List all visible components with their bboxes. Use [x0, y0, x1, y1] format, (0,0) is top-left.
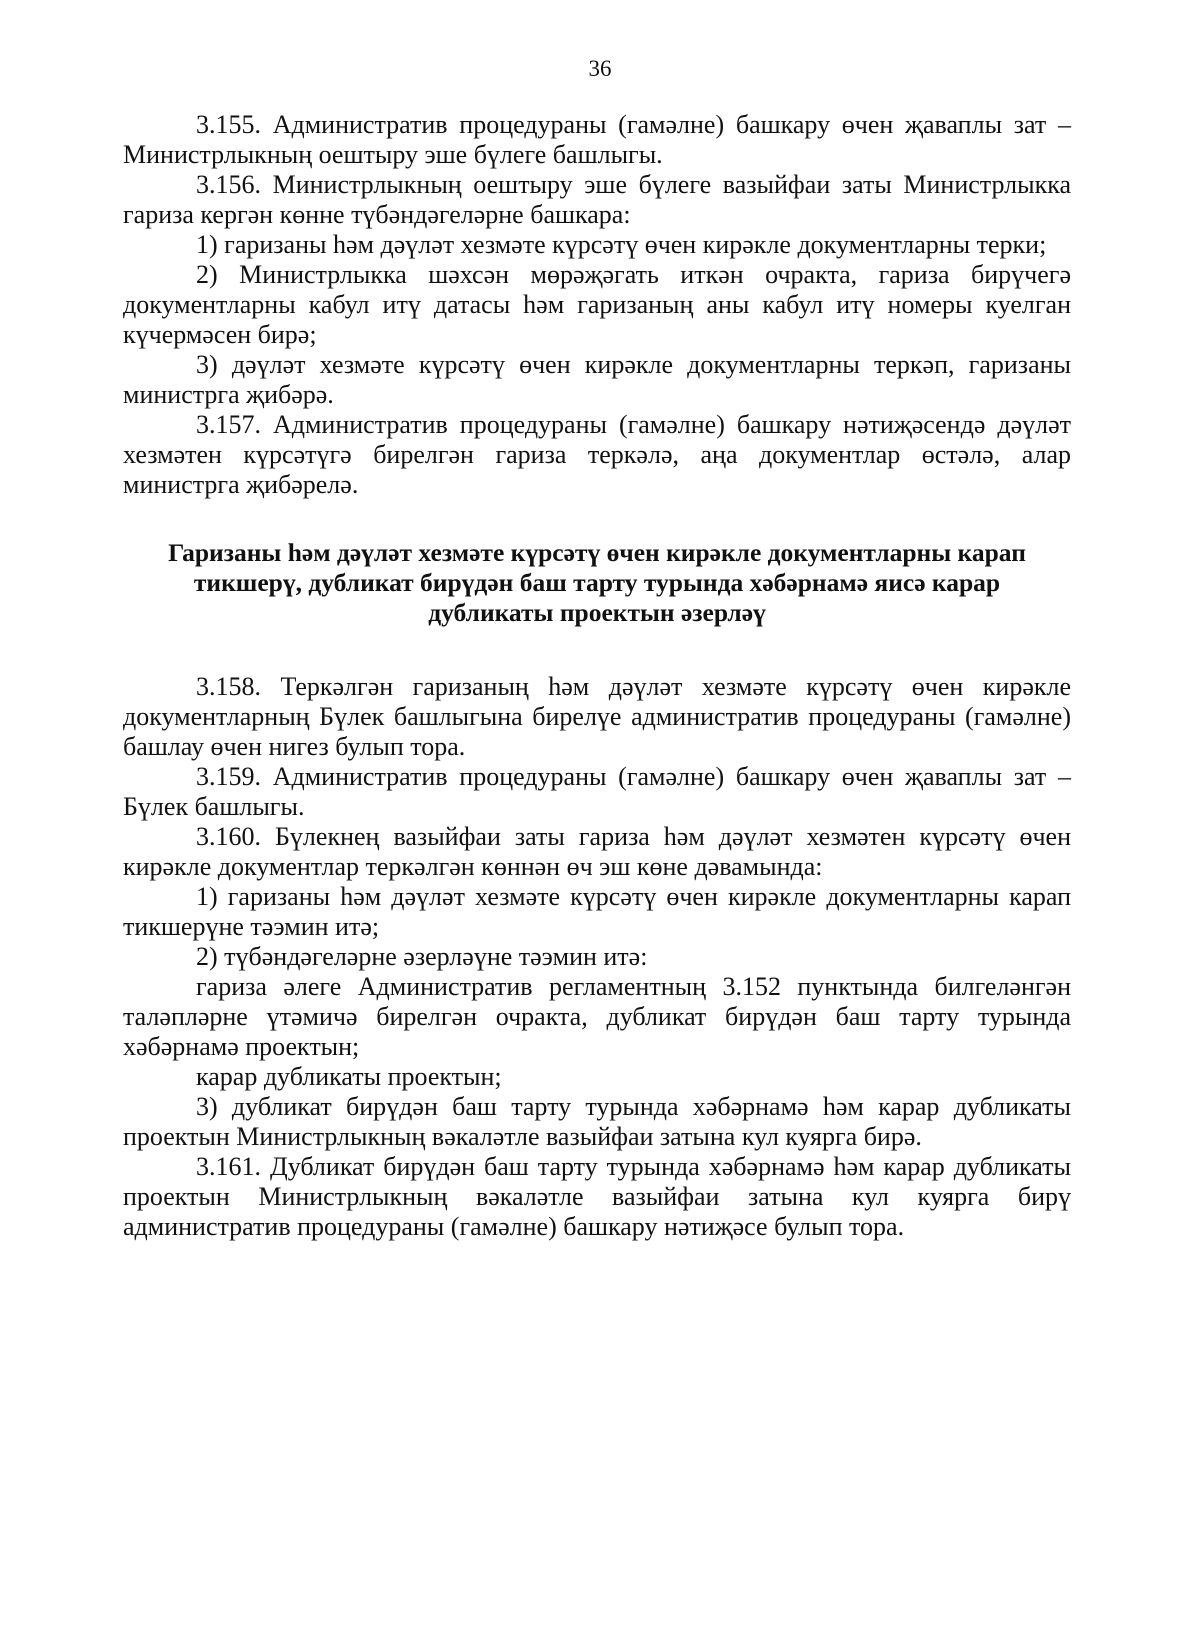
sub-item-notice-draft: гариза әлеге Административ регламентның 3.152 пунктында билгеләнгән таләпләрне үтәмичә бирелгән очракта, дубликат бирүдән баш тарту турында хәбәрнамә проектын;	[123, 972, 1071, 1061]
sub-item-decision-draft: карар дубликаты проектын;	[196, 1062, 502, 1091]
list-item-3: 3) дубликат бирүдән баш тарту турында хәбәрнамә һәм карар дубликаты проектын Министрлыкның вәкаләтле вазыйфаи затына кул куярга бирә.	[123, 1092, 1071, 1151]
page-number: 36	[588, 56, 612, 81]
list-item-1: 1) гаризаны һәм дәүләт хезмәте күрсәтү өчен кирәкле документларны карап тикшерүне тәэмин итә;	[123, 882, 1071, 941]
list-item-3: 3) дәүләт хезмәте күрсәтү өчен кирәкле документларны теркәп, гаризаны министрга җибәрә.	[123, 350, 1071, 409]
paragraph-3-161: 3.161. Дубликат бирүдән баш тарту турында хәбәрнамә һәм карар дубликаты проектын Министрлыкның вәкаләтле вазыйфаи затына кул куярга бирү административ процедураны (гамәлне) башкару нәтиҗәсе булып тора.	[123, 1152, 1071, 1241]
paragraph-3-160: 3.160. Бүлекнең вазыйфаи заты гариза һәм дәүләт хезмәтен күрсәтү өчен кирәкле документлар теркәлгән көннән өч эш көне дәвамында:	[123, 822, 1071, 881]
paragraph-3-155: 3.155. Административ процедураны (гамәлне) башкару өчен җаваплы зат – Министрлыкның оештыру эше бүлеге башлыгы.	[123, 110, 1071, 169]
paragraph-3-159: 3.159. Административ процедураны (гамәлне) башкару өчен җаваплы зат – Бүлек башлыгы.	[123, 762, 1071, 821]
paragraph-3-157: 3.157. Административ процедураны (гамәлне) башкару нәтиҗәсендә дәүләт хезмәтен күрсәтүгә бирелгән гариза теркәлә, аңа документлар өстәлә, алар министрга җибәрелә.	[123, 410, 1071, 499]
list-item-1: 1) гаризаны һәм дәүләт хезмәте күрсәтү өчен кирәкле документларны терки;	[196, 230, 1047, 259]
document-body	[123, 110, 1071, 1242]
section-heading: Гаризаны һәм дәүләт хезмәте күрсәтү өчен кирәкле документларны карап тикшерү, дубликат бирүдән баш тарту турында хәбәрнамә яисә карар дубликаты проектын әзерләү	[168, 538, 1026, 627]
paragraph-3-158: 3.158. Теркәлгән гаризаның һәм дәүләт хезмәте күрсәтү өчен кирәкле документларның Бүлек башлыгына бирелүе административ процедураны (гамәлне) башлау өчен нигез булып тора.	[123, 672, 1071, 761]
list-item-2: 2) түбәндәгеләрне әзерләүне тәэмин итә:	[196, 942, 648, 971]
paragraph-3-156: 3.156. Министрлыкның оештыру эше бүлеге вазыйфаи заты Министрлыкка гариза кергән көнне түбәндәгеләрне башкара:	[123, 170, 1071, 229]
list-item-2: 2) Министрлыкка шәхсән мөрәҗәгать иткән очракта, гариза бирүчегә документларны кабул итү датасы һәм гаризаның аны кабул итү номеры куелган күчермәсен бирә;	[123, 260, 1071, 349]
